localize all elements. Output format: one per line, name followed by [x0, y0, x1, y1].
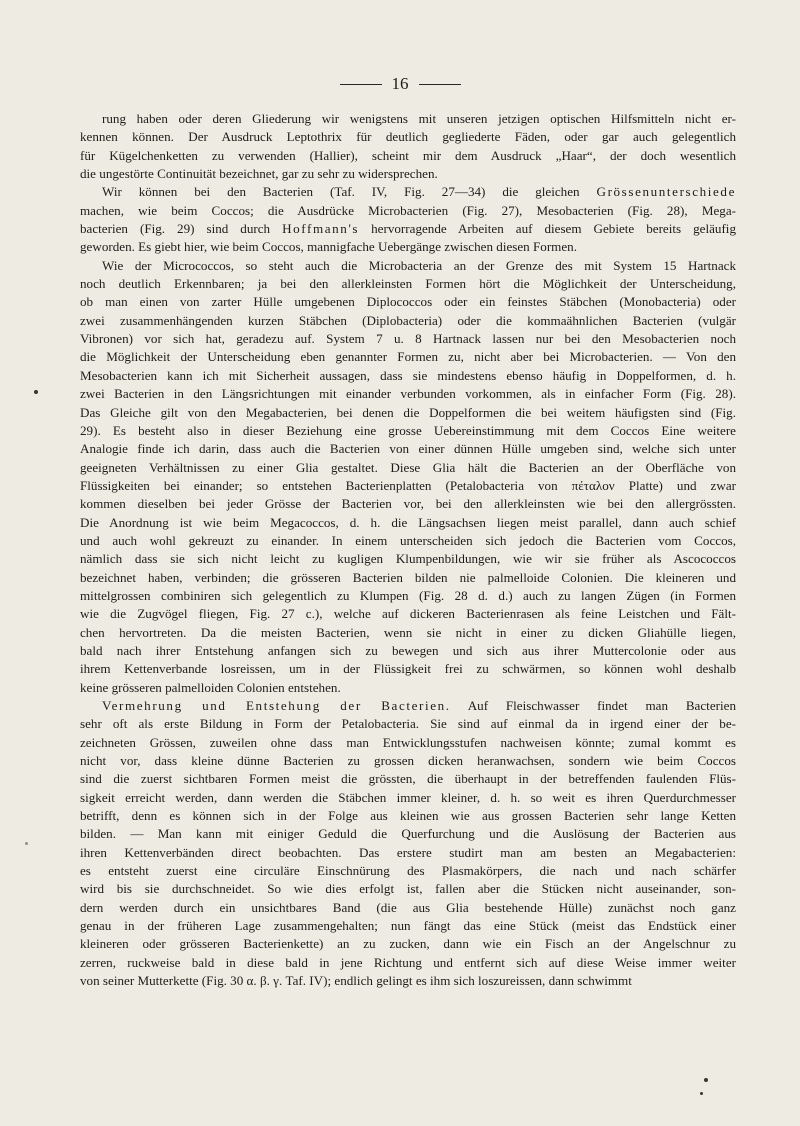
text-line: [80, 624, 736, 642]
text-run: zwei Bacterien in den Längsrichtungen mit einander verbunden vorkommen, als in einfacher Form (Fig. 28).: [80, 386, 736, 402]
text-line: [80, 935, 736, 953]
print-speck: [25, 842, 28, 845]
text-line: [80, 238, 736, 256]
text-line: [80, 642, 736, 660]
text-line: [80, 862, 736, 880]
text-run: rung haben oder deren Gliederung wir wenigstens mit unseren jetzigen optischen Hilfsmitteln nicht er-: [102, 111, 736, 126]
text-line: [80, 660, 736, 678]
text-run: die ungestörte Continuität bezeichnet, gar zu sehr zu widersprechen.: [80, 166, 438, 182]
text-line: [80, 734, 736, 752]
page-header: [0, 74, 800, 94]
print-speck: [700, 1092, 703, 1095]
text-line: [80, 587, 736, 605]
text-run: Wir können bei den Bacterien (Taf. IV, Fig. 27—34) die gleichen: [102, 184, 597, 200]
text-run: von seiner Mutterkette (Fig. 30 α. β. γ. Taf. IV); endlich gelingt es ihm sich loszureissen, dann schwimmt: [80, 973, 632, 989]
text-line: [80, 202, 736, 220]
text-line: [80, 807, 736, 825]
text-run: zeichneten Grössen, zuweilen ohne dass man Entwicklungsstufen nachweisen könnte; zumal kommt es: [80, 734, 736, 750]
text-run: sind die zuerst sichtbaren Formen meist die grössten, die überhaupt in der betreffenden faulenden Flüs-: [80, 771, 736, 787]
text-line: [80, 385, 736, 403]
text-line: [80, 293, 736, 311]
text-run: ihren Kettenverbänden direct beobachten. Das erstere studirt man am besten an Megabacterien:: [80, 844, 736, 860]
text-line: [80, 770, 736, 788]
text-run: Auf Fleischwasser findet man Bacterien: [450, 698, 736, 713]
text-run: 29). Es besteht also in dieser Beziehung eine grosse Uebereinstimmung mit dem Coccos Eine weitere: [80, 422, 736, 438]
text-line: [80, 422, 736, 440]
text-line: [80, 697, 736, 715]
text-run: hervorragende Arbeiten auf diesem Gebiete bereits geläufig: [359, 221, 736, 237]
text-line: [80, 789, 736, 807]
text-line: [80, 917, 736, 935]
text-run: mittelgrossen combiniren sich gelegentlich zu Klumpen (Fig. 28 d. d.) auch zu langen Zügen (in Formen: [80, 587, 736, 603]
text-run: nicht vor, dass kleine dünne Bacterien zu grossen dicken heranwachsen, sondern wie beim Coccos: [80, 753, 736, 769]
text-line: [80, 477, 736, 495]
text-line: [80, 495, 736, 513]
text-line: [80, 514, 736, 532]
text-line: [80, 752, 736, 770]
text-line: [80, 128, 736, 146]
text-run: dern werden durch ein unsichtbares Band (die aus Glia bestehende Hülle) zunächst noch ganz: [80, 899, 736, 915]
text-run: Die Anordnung ist wie beim Megacoccos, d. h. die Längsachsen liegen meist parallel, dann auch schief: [80, 514, 736, 530]
text-run: es entsteht zuerst eine circuläre Einschnürung des Plasmakörpers, die nach und nach schärfer: [80, 863, 736, 879]
text-run: kleineren oder grösseren Bacterienkette) an zu zucken, dann wie ein Fisch an der Angelschnur zu: [80, 936, 736, 952]
text-line: [80, 899, 736, 917]
text-line: [80, 440, 736, 458]
text-run: bilden. — Man kann mit einiger Geduld die Querfurchung und die Auslösung der Bacterien aus: [80, 826, 736, 842]
text-line: [80, 367, 736, 385]
text-run: ihrem Kettenverbande losreissen, um in der Flüssigkeit frei zu schwärmen, so können wohl deshalb: [80, 661, 736, 677]
text-run: wird bis sie durchschneidet. So wie dies erfolgt ist, fallen aber die Stücken nicht auseinander, son-: [80, 881, 736, 897]
text-line: [80, 844, 736, 862]
header-rule-right: [419, 84, 461, 85]
text-run: zerren, ruckweise bald in diese bald in jene Richtung und entfernt sich auf diese Weise immer weiter: [80, 954, 736, 970]
text-run: bacterien (Fig. 29) sind durch: [80, 221, 283, 237]
text-run: Wie der Micrococcos, so steht auch die Microbacteria an der Grenze des mit System 15 Hartnack: [102, 257, 736, 273]
text-line: [80, 257, 736, 275]
text-line: [80, 532, 736, 550]
text-run: chen hervortreten. Da die meisten Bacterien, wenn sie nicht in einer zu dicken Gliahülle liegen,: [80, 624, 736, 640]
text-line: [80, 110, 736, 128]
print-speck: [34, 390, 38, 394]
text-line: [80, 972, 736, 990]
text-line: [80, 147, 736, 165]
text-run: die Möglichkeit der Unterscheidung eben genannter Formen zu, nicht aber bei Microbacterien. — Von den: [80, 349, 736, 365]
text-line: [80, 550, 736, 568]
text-run: wie die Zugvögel fliegen, Fig. 27 c.), welche auf dickeren Bacterienrasen als feine Leistchen und Fält-: [80, 606, 736, 622]
text-run: Das Gleiche gilt von den Megabacterien, bei denen die Doppelformen die bei weitem häufigsten sind (Fig.: [80, 404, 736, 420]
text-run: machen, wie beim Coccos; die Ausdrücke Microbacterien (Fig. 27), Mesobacterien (Fig. 28), Mega-: [80, 202, 736, 218]
text-line: [80, 165, 736, 183]
text-run: kommen dieselben bei jeder Grösse der Bacterien vor, bei den allerkleinsten wie bei den allergrössten.: [80, 496, 736, 512]
text-run: kennen können. Der Ausdruck Leptothrix für deutlich gegliederte Fäden, oder gar auch gelegentlich: [80, 129, 736, 145]
text-line: [80, 348, 736, 366]
spaced-text: Hoffmann's: [282, 221, 360, 237]
text-run: geworden. Es giebt hier, wie beim Coccos, mannigfache Uebergänge zwischen diesen Formen.: [80, 239, 577, 255]
text-run: sehr oft als erste Bildung in Form der Petalobacteria. Sie sind auf einmal da in irgend einer der be-: [80, 716, 736, 732]
text-run: betrifft, denn es können sich in der Folge aus kleinen wie aus grossen Bacterien sehr lange Ketten: [80, 808, 736, 824]
text-line: [80, 715, 736, 733]
text-run: für Kügelchenketten zu verwenden (Hallier), scheint mir dem Ausdruck „Haar“, der doch wesentlich: [80, 147, 736, 163]
text-line: [80, 954, 736, 972]
text-run: noch deutlich Erkennbaren; ja bei den allerkleinsten Formen hört die Möglichkeit der Unterscheidung,: [80, 276, 736, 292]
print-speck: [704, 1078, 708, 1082]
text-line: [80, 275, 736, 293]
text-run: Analogie finde ich darin, dass auch die Bacterien von einer dünnen Hülle umgeben sind, welche sich unter: [80, 441, 736, 457]
text-run: keine grösseren palmelloiden Colonien entstehen.: [80, 679, 341, 695]
page-body: [80, 110, 736, 991]
text-line: [80, 404, 736, 422]
text-line: [80, 880, 736, 898]
text-run: nämlich dass sie sich nicht leicht zu kugligen Klumpenbildungen, wie wir sie früher als Ascococcos: [80, 551, 736, 567]
spaced-text: Grössenunterschiede: [596, 184, 736, 200]
text-line: [80, 825, 736, 843]
text-run: Flüssigkeiten bei einander; so entstehen Bacterienplatten (Petalobacteria von πέταλον Platte) und zwar: [80, 477, 736, 493]
header-rule-left: [340, 84, 382, 85]
text-run: genau in der früheren Lage zusammengehalten; nun fängt das eine Stück (meist das Endstück einer: [80, 918, 736, 934]
text-run: Mesobacterien kann ich mit Sicherheit aussagen, dass sie mindestens ebenso häufig in Doppelformen, d. h.: [80, 367, 736, 383]
text-run: bald nach ihrer Entstehung anfangen sich zu bewegen und sich aus ihrer Muttercolonie oder aus: [80, 642, 736, 658]
text-line: [80, 569, 736, 587]
text-line: [80, 312, 736, 330]
text-line: [80, 183, 736, 201]
text-run: ob man einen von zarter Hülle umgebenen Diplococcos oder ein feinstes Stäbchen (Monobacteria) oder: [80, 294, 736, 310]
text-run: sigkeit erreicht werden, dann werden die Stäbchen immer kleiner, d. h. so weit es ihren Querdurchmesser: [80, 789, 736, 805]
text-line: [80, 459, 736, 477]
text-line: [80, 679, 736, 697]
spaced-text: Vermehrung und Entstehung der Bacterien.: [102, 698, 451, 713]
text-run: bezeichnet haben, verbinden; die grösseren Bacterien bilden nie palmelloide Colonien. Die kleineren und: [80, 569, 736, 585]
text-line: [80, 330, 736, 348]
text-run: geeigneten Verhältnissen zu einer Glia gestaltet. Diese Glia hält die Bacterien an der Oberfläche von: [80, 459, 736, 475]
text-run: zwei zusammenhängenden kurzen Stäbchen (Diplobacteria) oder die kommaähnlichen Bacterien (vulgär: [80, 312, 736, 328]
text-line: [80, 605, 736, 623]
text-line: [80, 220, 736, 238]
text-run: und auch wohl gekreuzt zu einander. In einem unterscheiden sich jedoch die Bacterien vom Coccos,: [80, 532, 736, 548]
text-run: Vibronen) vor sich hat, geradezu auf. System 7 u. 8 Hartnack lassen nur bei den Mesobacterien noch: [80, 331, 736, 347]
page-number: 16: [391, 74, 409, 93]
